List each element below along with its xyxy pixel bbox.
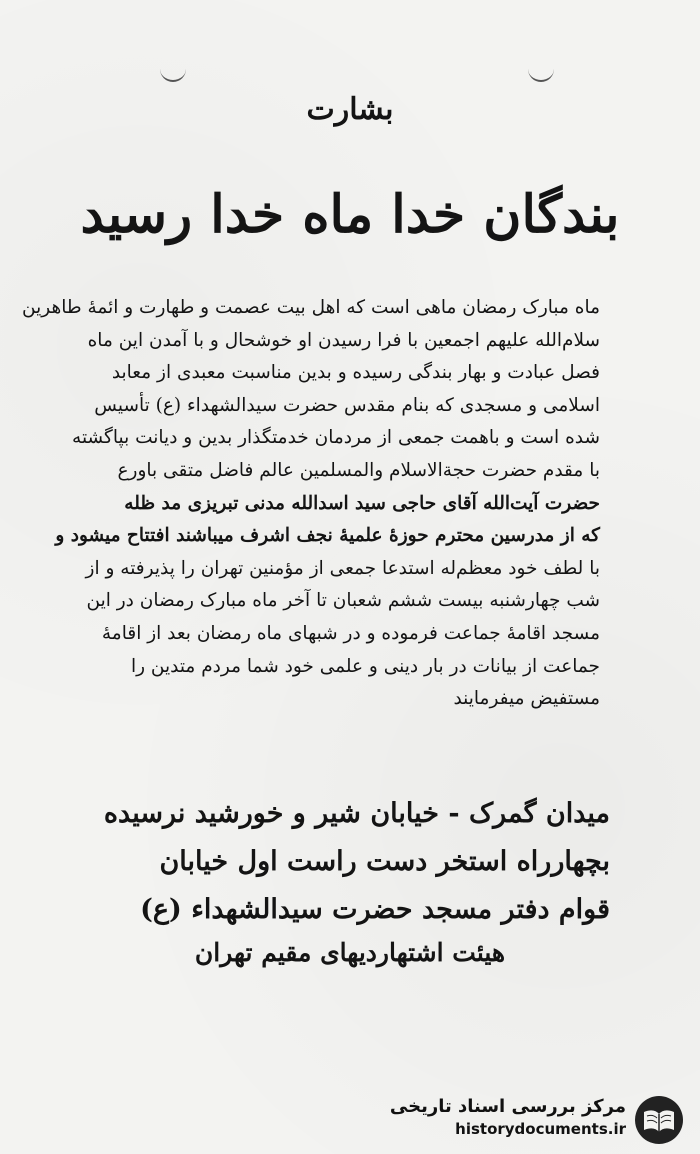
- address-line: قوام دفتر مسجد حضرت سیدالشهداء (ع): [140, 894, 610, 925]
- announcement-label: بشارت: [306, 92, 394, 127]
- address-block: [103, 790, 610, 934]
- body-line: اسلامی و مسجدی که بنام مقدس حضرت سیدالشهداء (ع) تأسیس: [94, 394, 600, 416]
- body-line: ماه مبارک رمضان ماهی است که اهل بیت عصمت و طهارت و ائمهٔ طاهرین: [22, 297, 600, 318]
- body-line: که از مدرسین محترم حوزهٔ علمیهٔ نجف اشرف میباشند افتتاح میشود و: [55, 525, 600, 547]
- corner-mark: [160, 66, 186, 82]
- address-line: میدان گمرک - خیابان شیر و خورشید نرسیده: [103, 798, 610, 829]
- body-line: شب چهارشنبه بیست ششم شعبان تا آخر ماه مبارک رمضان در این: [86, 590, 600, 612]
- archive-name: مرکز بررسی اسناد تاریخی: [389, 1096, 626, 1117]
- page-title: بندگان خدا ماه خدا رسید: [80, 184, 620, 245]
- body-line: شده است و باهمت جمعی از مردمان خدمتگذار بدین و دیانت بپاگشته: [72, 427, 600, 449]
- announcement-body: [22, 292, 600, 716]
- body-line: با مقدم حضرت حجةالاسلام والمسلمین عالم فاضل متقی باورع: [117, 459, 600, 481]
- body-line: سلام‌الله علیهم اجمعین با فرا رسیدن او خوشحال و با آمدن این ماه: [87, 329, 600, 351]
- archive-watermark: [389, 1094, 690, 1146]
- body-line: با لطف خود معظم‌له استدعا جمعی از مؤمنین تهران را پذیرفته و از: [85, 557, 600, 579]
- book-emblem-icon: [632, 1094, 686, 1146]
- body-line: فصل عبادت و بهار بندگی رسیده و بدین مناسبت معبدی از معابد: [111, 362, 600, 384]
- corner-mark: [528, 66, 554, 82]
- body-line: حضرت آیت‌الله آقای حاجی سید اسدالله مدنی تبریزی مد ظله: [124, 492, 600, 514]
- signature: هیئت اشتهاردیهای مقیم تهران: [194, 938, 506, 967]
- body-line: مسجد اقامهٔ جماعت فرموده و در شبهای ماه رمضان بعد از اقامهٔ: [101, 622, 600, 644]
- body-line: مستفیض میفرمایند: [453, 688, 600, 710]
- address-line: بچهارراه استخر دست راست اول خیابان: [159, 846, 610, 877]
- body-line: جماعت از بیانات در بار دینی و علمی خود شما مردم متدین را: [130, 655, 600, 677]
- archive-url: historydocuments.ir: [455, 1120, 626, 1138]
